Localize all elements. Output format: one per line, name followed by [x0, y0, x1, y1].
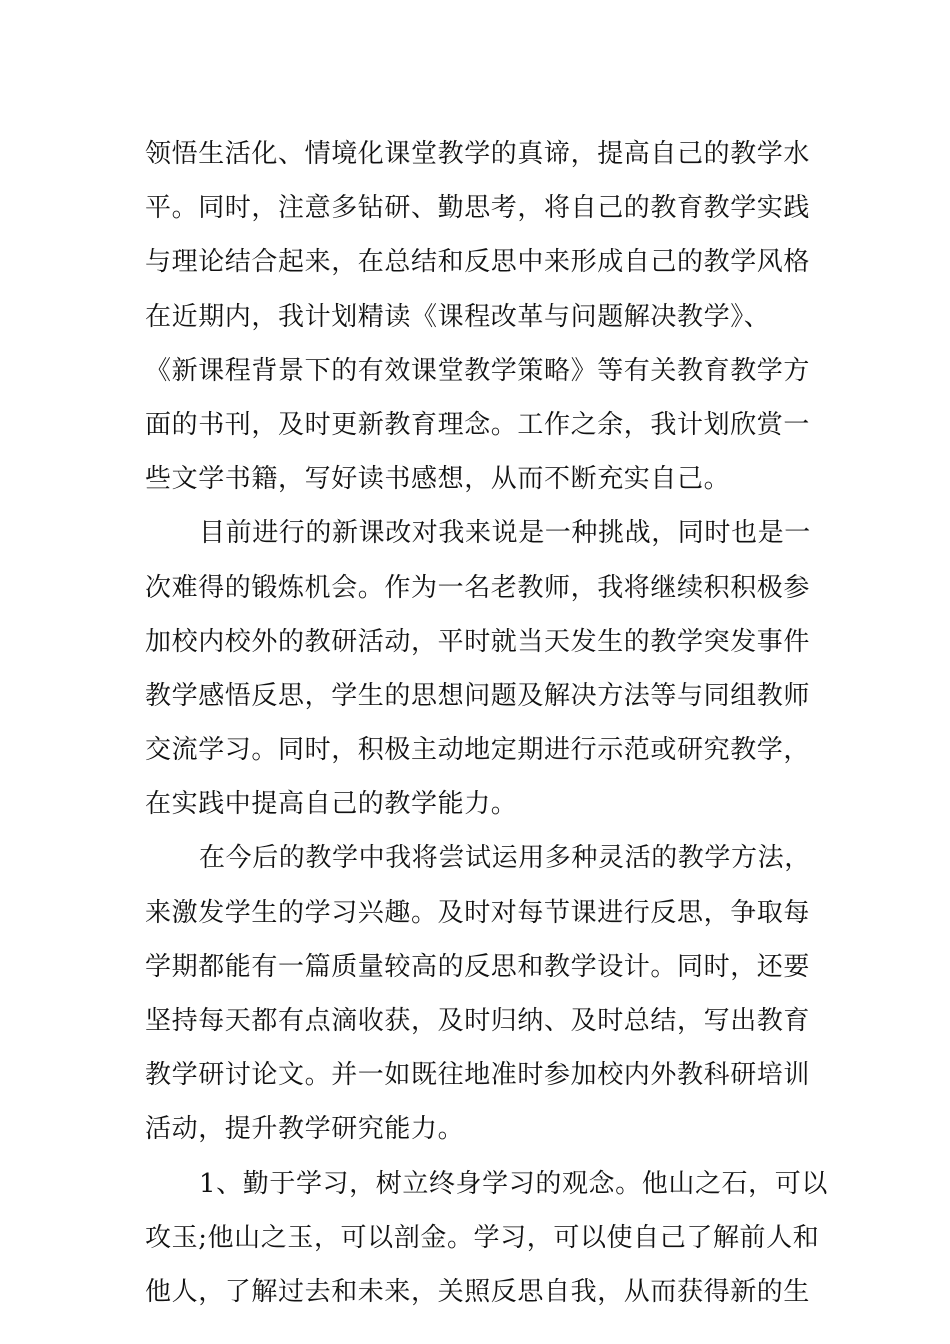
body-text — [145, 127, 828, 1319]
text-line: 与理论结合起来，在总结和反思中来形成自己的教学风格 — [145, 247, 811, 278]
text-line: 面的书刊，及时更新教育理念。工作之余，我计划欣赏一 — [145, 409, 811, 440]
text-line: 领悟生活化、情境化课堂教学的真谛，提高自己的教学水 — [145, 139, 811, 169]
text-line: 平。同时，注意多钻研、勤思考，将自己的教育教学实践 — [145, 193, 811, 224]
text-line: 在实践中提高自己的教学能力。 — [145, 789, 518, 820]
text-line: 次难得的锻炼机会。作为一名老教师，我将继续积积极参 — [145, 572, 811, 603]
text-line: 学期都能有一篇质量较高的反思和教学设计。同时，还要 — [145, 951, 811, 982]
text-line: 攻玉;他山之玉，可以剖金。学习，可以使自己了解前人和 — [145, 1222, 820, 1253]
text-line: 加校内校外的教研活动，平时就当天发生的教学突发事件 — [145, 626, 811, 657]
text-line: 活动，提升教学研究能力。 — [145, 1114, 465, 1145]
text-line: 交流学习。同时，积极主动地定期进行示范或研究教学， — [145, 735, 811, 766]
text-line: 教学感悟反思，学生的思想问题及解决方法等与同组教师 — [145, 680, 811, 711]
paragraph-start-line: 目前进行的新课改对我来说是一种挑战，同时也是一 — [199, 518, 811, 549]
text-line: 在近期内，我计划精读《课程改革与问题解决教学》、 — [145, 301, 771, 332]
paragraph-start-line: 在今后的教学中我将尝试运用多种灵活的教学方法， — [199, 843, 811, 874]
text-line: 他人，了解过去和未来，关照反思自我，从而获得新的生 — [145, 1276, 811, 1307]
text-line: 些文学书籍，写好读书感想，从而不断充实自己。 — [145, 464, 731, 495]
text-line: 《新课程背景下的有效课堂教学策略》等有关教育教学方 — [145, 355, 811, 386]
text-line: 教学研讨论文。并一如既往地准时参加校内外教科研培训 — [145, 1060, 811, 1091]
text-line: 来激发学生的学习兴趣。及时对每节课进行反思，争取每 — [145, 897, 811, 928]
text-line: 坚持每天都有点滴收获，及时归纳、及时总结，写出教育 — [145, 1006, 811, 1036]
paragraph-start-line: 1、勤于学习，树立终身学习的观念。他山之石，可以 — [199, 1168, 828, 1199]
